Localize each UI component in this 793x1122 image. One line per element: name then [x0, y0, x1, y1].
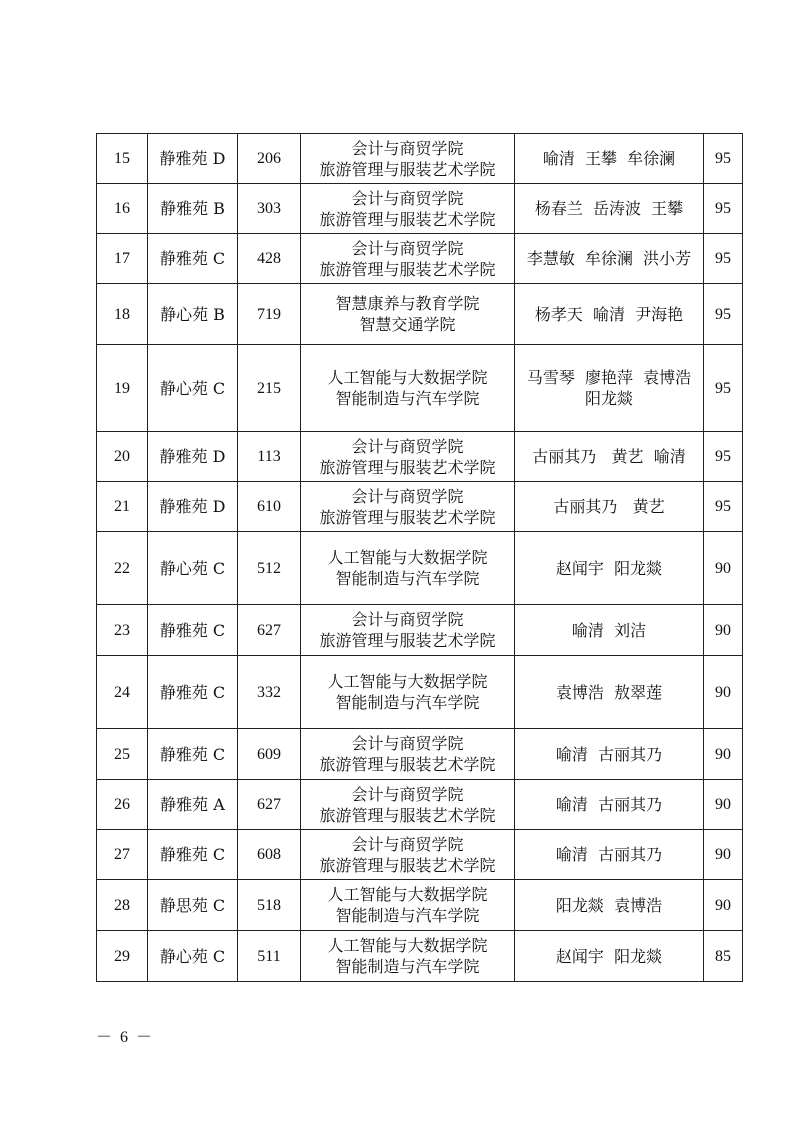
- institute-name: 人工智能与大数据学院: [327, 548, 488, 567]
- staff-cell: [515, 830, 704, 880]
- row-number: 15: [97, 134, 148, 184]
- staff-cell: [515, 931, 704, 982]
- institutes-cell: [301, 780, 515, 830]
- institutes-cell: [301, 605, 515, 656]
- institute-name: 智能制造与汽车学院: [335, 569, 480, 588]
- building-cell: 静雅苑 C: [148, 234, 238, 284]
- score-cell: 90: [704, 880, 743, 931]
- institutes-cell: [301, 234, 515, 284]
- institute-name: 人工智能与大数据学院: [327, 885, 488, 904]
- score-cell: 95: [704, 134, 743, 184]
- staff-names: 喻清 刘洁: [571, 620, 647, 640]
- table-row: [97, 780, 743, 830]
- staff-cell: [515, 345, 704, 432]
- staff-cell: [515, 780, 704, 830]
- institutes-cell: [301, 284, 515, 345]
- table-row: [97, 134, 743, 184]
- row-number: 18: [97, 284, 148, 345]
- institute-name: 会计与商贸学院: [351, 436, 464, 456]
- score-cell: 85: [704, 931, 743, 982]
- table-row: [97, 830, 743, 880]
- score-cell: 95: [704, 184, 743, 234]
- institute-name: 人工智能与大数据学院: [327, 368, 488, 387]
- institute-name: 旅游管理与服装艺术学院: [319, 805, 496, 825]
- institute-name: 会计与商贸学院: [351, 784, 464, 804]
- table-row: [97, 931, 743, 982]
- row-number: 23: [97, 605, 148, 656]
- table-row: [97, 482, 743, 532]
- institute-name: 旅游管理与服装艺术学院: [319, 631, 496, 650]
- staff-cell: [515, 432, 704, 482]
- staff-names: 杨春兰 岳涛波 王攀: [534, 199, 684, 218]
- room-cell: 332: [238, 656, 301, 729]
- row-number: 26: [97, 780, 148, 830]
- staff-names: 古丽其乃 黄艺: [553, 497, 665, 516]
- score-cell: 95: [704, 432, 743, 482]
- row-number: 22: [97, 532, 148, 605]
- institute-name: 会计与商贸学院: [351, 834, 464, 854]
- institute-name: 智能制造与汽车学院: [335, 957, 480, 976]
- staff-names: 喻清 古丽其乃: [555, 795, 663, 814]
- building-cell: 静雅苑 A: [148, 780, 238, 830]
- staff-names: 喻清 王攀 牟徐澜: [542, 149, 676, 168]
- score-cell: 95: [704, 345, 743, 432]
- staff-cell: [515, 729, 704, 780]
- institute-name: 会计与商贸学院: [351, 238, 464, 258]
- institute-name: 会计与商贸学院: [351, 486, 464, 506]
- building-cell: 静心苑 B: [148, 284, 238, 345]
- institute-name: 旅游管理与服装艺术学院: [319, 259, 496, 279]
- staff-names: 赵闻宇 阳龙燚: [555, 946, 663, 966]
- staff-cell: [515, 134, 704, 184]
- building-cell: 静雅苑 C: [148, 656, 238, 729]
- staff-names: 赵闻宇 阳龙燚: [555, 558, 663, 578]
- row-number: 28: [97, 880, 148, 931]
- table-row: [97, 432, 743, 482]
- institute-name: 人工智能与大数据学院: [327, 672, 488, 691]
- staff-names: 阳龙燚: [584, 389, 633, 408]
- institute-name: 智能制造与汽车学院: [335, 906, 480, 925]
- room-cell: 113: [238, 432, 301, 482]
- institutes-cell: [301, 184, 515, 234]
- institutes-cell: [301, 532, 515, 605]
- institute-name: 智慧交通学院: [359, 315, 456, 334]
- building-cell: 静心苑 C: [148, 931, 238, 982]
- score-cell: 90: [704, 729, 743, 780]
- score-cell: 95: [704, 284, 743, 345]
- table-row: [97, 234, 743, 284]
- score-cell: 90: [704, 605, 743, 656]
- institute-name: 旅游管理与服装艺术学院: [319, 209, 496, 229]
- institutes-cell: [301, 931, 515, 982]
- row-number: 24: [97, 656, 148, 729]
- institutes-cell: [301, 482, 515, 532]
- institute-name: 会计与商贸学院: [351, 188, 464, 208]
- staff-names: 喻清 古丽其乃: [555, 744, 663, 764]
- institute-name: 会计与商贸学院: [351, 610, 464, 629]
- room-cell: 215: [238, 345, 301, 432]
- page-number: － 6 －: [96, 1029, 155, 1046]
- institute-name: 旅游管理与服装艺术学院: [319, 755, 496, 774]
- building-cell: 静雅苑 D: [148, 482, 238, 532]
- table-row: [97, 605, 743, 656]
- room-cell: 719: [238, 284, 301, 345]
- staff-names: 阳龙燚 袁博浩: [555, 895, 663, 915]
- staff-cell: [515, 482, 704, 532]
- row-number: 19: [97, 345, 148, 432]
- table-row: [97, 880, 743, 931]
- room-cell: 206: [238, 134, 301, 184]
- building-cell: 静心苑 C: [148, 532, 238, 605]
- institute-name: 会计与商贸学院: [351, 734, 464, 753]
- row-number: 16: [97, 184, 148, 234]
- row-number: 29: [97, 931, 148, 982]
- institutes-cell: [301, 656, 515, 729]
- room-cell: 627: [238, 605, 301, 656]
- room-cell: 610: [238, 482, 301, 532]
- staff-cell: [515, 880, 704, 931]
- table-row: [97, 729, 743, 780]
- staff-cell: [515, 656, 704, 729]
- institute-name: 人工智能与大数据学院: [327, 936, 488, 955]
- row-number: 25: [97, 729, 148, 780]
- inspection-table: [96, 133, 743, 982]
- institutes-cell: [301, 134, 515, 184]
- staff-names: 古丽其乃 黄艺 喻清: [532, 447, 686, 466]
- staff-cell: [515, 234, 704, 284]
- room-cell: 428: [238, 234, 301, 284]
- institute-name: 智能制造与汽车学院: [335, 389, 480, 408]
- institute-name: 智能制造与汽车学院: [335, 693, 480, 712]
- staff-names: 李慧敏 牟徐澜 洪小芳: [526, 249, 692, 268]
- room-cell: 518: [238, 880, 301, 931]
- institutes-cell: [301, 432, 515, 482]
- staff-names: 马雪琴 廖艳萍 袁博浩: [526, 368, 692, 387]
- score-cell: 90: [704, 830, 743, 880]
- score-cell: 90: [704, 780, 743, 830]
- staff-cell: [515, 284, 704, 345]
- staff-cell: [515, 184, 704, 234]
- room-cell: 511: [238, 931, 301, 982]
- staff-names: 袁博浩 敖翠莲: [555, 682, 663, 702]
- building-cell: 静雅苑 C: [148, 729, 238, 780]
- score-cell: 95: [704, 234, 743, 284]
- row-number: 21: [97, 482, 148, 532]
- staff-cell: [515, 605, 704, 656]
- building-cell: 静思苑 C: [148, 880, 238, 931]
- staff-names: 杨孝天 喻清 尹海艳: [534, 304, 684, 324]
- row-number: 17: [97, 234, 148, 284]
- institute-name: 旅游管理与服装艺术学院: [319, 855, 496, 875]
- staff-names: 喻清 古丽其乃: [555, 845, 663, 864]
- institutes-cell: [301, 345, 515, 432]
- building-cell: 静雅苑 B: [148, 184, 238, 234]
- institutes-cell: [301, 729, 515, 780]
- building-cell: 静雅苑 D: [148, 134, 238, 184]
- room-cell: 512: [238, 532, 301, 605]
- score-cell: 90: [704, 532, 743, 605]
- building-cell: 静雅苑 D: [148, 432, 238, 482]
- institute-name: 旅游管理与服装艺术学院: [319, 159, 496, 179]
- row-number: 27: [97, 830, 148, 880]
- institute-name: 智慧康养与教育学院: [335, 294, 480, 313]
- institutes-cell: [301, 880, 515, 931]
- building-cell: 静心苑 C: [148, 345, 238, 432]
- table-row: [97, 284, 743, 345]
- table-row: [97, 184, 743, 234]
- building-cell: 静雅苑 C: [148, 830, 238, 880]
- table-body: [97, 134, 743, 982]
- room-cell: 627: [238, 780, 301, 830]
- room-cell: 608: [238, 830, 301, 880]
- room-cell: 609: [238, 729, 301, 780]
- institute-name: 旅游管理与服装艺术学院: [319, 507, 496, 527]
- institute-name: 会计与商贸学院: [351, 138, 464, 158]
- institute-name: 旅游管理与服装艺术学院: [319, 457, 496, 477]
- table-row: [97, 345, 743, 432]
- score-cell: 95: [704, 482, 743, 532]
- row-number: 20: [97, 432, 148, 482]
- building-cell: 静雅苑 C: [148, 605, 238, 656]
- institutes-cell: [301, 830, 515, 880]
- table-row: [97, 656, 743, 729]
- staff-cell: [515, 532, 704, 605]
- table-row: [97, 532, 743, 605]
- room-cell: 303: [238, 184, 301, 234]
- score-cell: 90: [704, 656, 743, 729]
